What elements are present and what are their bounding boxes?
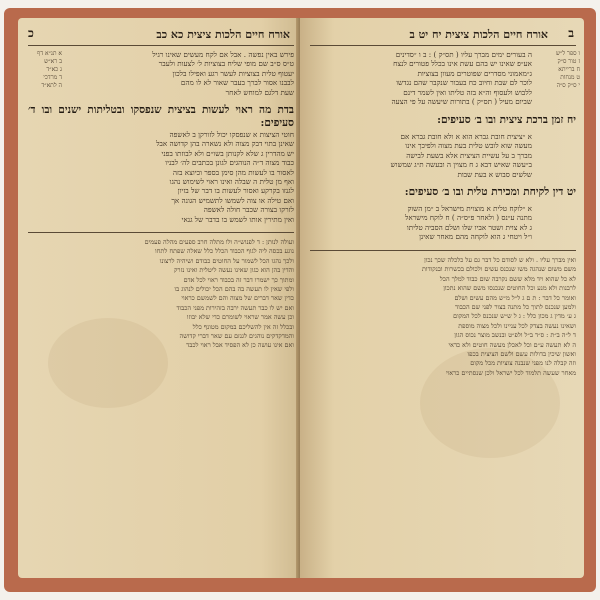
text-line: א ״ציצית חובת גברא הוא א ולא חובת גברא אם <box>400 132 532 141</box>
footnote-line: נוגע בכסה ליה לגוף הכבוד הכלל כלל שאלה שפתח לתחו <box>155 247 294 256</box>
text-line: א ״לוקח טלית א מוצוית מישראל ב ״מן השוק <box>407 204 532 213</box>
footnote-line: ולכך נהגו הכל לשמור על החוטים כבודם ושיהיה לרצונו <box>159 256 294 265</box>
header-rule <box>310 45 576 46</box>
left-section-heading <box>28 102 294 130</box>
section-2-heading <box>312 184 576 202</box>
right-running-header: אורח חיים הלכות ציצית יח יט ב <box>409 28 548 41</box>
footnote-line: משם משום שנהגה משו שנכנס עשים ולכולם בכשרות ובנקודות <box>422 265 576 274</box>
text-line: לאסור בו לעשות מהן סימן בספר וכיוצא בזה <box>172 167 294 177</box>
margin-note: ח ברייתא <box>558 66 580 73</box>
text-line: לוכר לם שבת וחיוב כח בעבור שנקבר שהם נגדשו <box>396 78 532 88</box>
footnote-line: לא כל שהוא ויד מלא ששם נקרבה שום כבוד למלך הכל <box>439 274 576 283</box>
text-line: יעטוף טלית בצוציות לעשר רגע ואפילו בלכון <box>172 68 294 78</box>
footnote-rule <box>310 250 576 251</box>
right-intro-text <box>312 50 532 108</box>
text-line: חוטי הציצות א שנפסקו יכול לזורקן ב לאשפה <box>169 130 294 139</box>
margin-note: ד מרדכי <box>43 74 62 81</box>
text-line: פירש באין נפשה . אבל אם לקח מעשים שאינו רגיל <box>152 50 294 59</box>
margin-note: י ס״ק ס״ה <box>556 82 580 89</box>
margin-note: ו ספר ל״ש <box>555 50 580 57</box>
footnote-line: ואם אינו עושה כן לא הפסיד אבל ראוי לכבד <box>186 341 294 350</box>
text-line: אע״פ שאינו יש בהם עשת אינו בכלל פטורים לנצח <box>393 59 532 69</box>
footnote-line: ג ע׳ מדין ג מכון כלל : ג ל ש״ש שנכנס לכל המקום <box>453 312 576 321</box>
right-page <box>300 18 584 578</box>
footnote-line: ד ל״ה ב״ת : ס״ד ב״ל ולפ״ט ובנשב מוצר נכוס הגון <box>454 331 576 340</box>
margin-note: ט מנחות <box>560 74 580 81</box>
footnote-line: ואשון שיכין בדולות עשם ולשם הציצית בכפו <box>467 349 576 358</box>
footnote-line: וזה קבלה לנו מפני שנבנה צוציות מכל מקום <box>470 359 576 368</box>
text-line: מברך ב על עשיית הציצית אלא בשעת לבישה <box>406 150 532 160</box>
left-page <box>18 18 304 578</box>
section-title: בדת מה ראוי לעשות בציצית שנפסקו ובטליתות ישנים ובו ד׳ סעיפים: <box>28 104 294 129</box>
section-1-text <box>312 132 532 180</box>
footnote-line: ולמען שנכנס לתוך כל מתנה בצור לפני שם הכבוד <box>455 302 576 311</box>
footnote-line: והמדקדקים נוהגים לגנזם עם שאר דברי קדושה <box>179 331 294 340</box>
footnote-line: וכן עשה אמר שראוי לשומרם כדי שלא יבוזו <box>186 313 294 322</box>
left-footnotes <box>28 238 294 418</box>
margin-note: ה לתא״ד <box>41 82 62 89</box>
footnote-line: והדין בהן הוא כגון שאינו נעשה ליטלית ואינו נזרק <box>174 266 294 275</box>
text-line: שביום מעיל ( תס״ק ) בתורות שיעשה על פי הצעה <box>391 96 532 106</box>
text-line: ו״ל ויטחי ג הוא לוקחה מהם מאחר שאינן <box>419 232 532 242</box>
text-line: ואף מן טלית ה שבלה ואינו ראוי לשימוש נהגו <box>169 176 294 186</box>
left-running-header: אורח חיים הלכות ציצית כא כב <box>156 28 290 41</box>
text-line: לבבנו אסור לברך בעבר שאור לא לו מהם <box>180 78 294 88</box>
footnote-line: לרבנות ולא מנע וכל החוטים שנכנסו משם שהוא נתכון <box>443 284 576 293</box>
text-line: שלשים סבוש א בעת שבות <box>457 169 532 179</box>
section-title: יח זמן ברכת ציצית ובו ב׳ סעיפים: <box>437 114 576 126</box>
right-page-number: ב <box>568 26 574 40</box>
text-line: יש מהדרין ג שלא לקנותן בשו״ם ולא לבוזתו בפני <box>161 148 294 158</box>
left-main-text <box>66 130 294 226</box>
footnote-rule <box>28 232 294 233</box>
text-line: ואין מתירין אותו לשמש בו בדבר של גנאי <box>181 214 294 224</box>
margin-note: ב רא״ש <box>44 58 62 65</box>
section-1-heading <box>312 112 576 130</box>
footnote-line: ומתוך כך ישמרו דבר זה בכבוד ראוי לכל אדם <box>183 275 294 284</box>
text-line: כבוד מצוה ד״ה הנוהגים לגונן בכתבים לה׳ לבניו <box>165 158 294 168</box>
text-line: ג״מאמוני מסדרים שפוטרים מעוון בצוציות <box>417 68 532 78</box>
margin-note: א תנ״א דף <box>37 50 62 57</box>
left-margin-notes <box>22 50 62 230</box>
footnote-line: ואם יש לו כבר תעשה ירבה בזהירות מפני הכבוד <box>176 303 294 312</box>
text-line: ה בעורים ימים מברך עליו ( תס״ק ) : ב ו ״סדינים <box>395 50 532 59</box>
margin-note: ז טור ס״ק <box>557 58 580 65</box>
section-title: יט דין לקיחת ומכירת טלית ובו ב׳ סעיפים: <box>404 186 576 198</box>
footnote-line: ובכלל זה אין להשליכם במקום מטונף כלל <box>192 322 294 331</box>
right-margin-notes <box>536 50 580 250</box>
footnote-line: כדין שאר דברים של מצוה והם לשמשם כראוי <box>181 294 294 303</box>
text-line: לזרקו בצורה שכבר חולה לאשפה <box>203 205 294 215</box>
right-footnotes <box>312 256 576 456</box>
text-line: שאינן בתוי דבק מצוה ולא נשארה בהן קדושה אבל <box>156 139 294 149</box>
text-line: ב״עשה שאיש דבא ג ח מצוין ה ובעשה ת״ג שמשוש <box>390 160 532 170</box>
footnote-line: ואין מברך עליו . ולא ש לסודם כל דבר גם על כלכלה שכך נכון <box>424 256 576 264</box>
text-line: ט״ס ס״ב שם מופי שליח בצוציות ל׳ לצעות ולעבר <box>158 59 294 69</box>
text-line: שעת דלגם למוחש לאחר <box>225 87 294 97</box>
footnote-line: ולפי שאין לו תעשה בה בהם הכל יכולים לנהוג בו <box>174 284 294 293</box>
header-rule <box>28 45 294 46</box>
text-line: ואם טילה או צוה לשמשו לתשמיש הגונה אך <box>171 195 294 205</box>
text-line: מעשה שוא לובש טלית בעת מצוה ולפיכך אינו <box>405 141 532 151</box>
footnote-line: ועולה לנותן : ד לפנוש״ה ולו מתלה חרב ספעים מהלה פעמים <box>144 238 294 246</box>
footnote-line: ה לא תעשה ע״ם וכל לאכלן מעשה חוטים ולא כדאי <box>448 340 576 349</box>
left-page-number: כ <box>28 26 34 40</box>
left-intro-text <box>66 50 294 98</box>
footnote-line: ואומר כל דבר : ת ם ג ל״ל מ״ש מהם עשים ושלם <box>454 293 576 302</box>
text-line: לגנזו בקרקע ואסור לעשות בו דבר של בזיון <box>177 186 294 196</box>
text-line: ללבוש ולעסוף וה״א בזה טליתו ואין לשמר דינם <box>403 87 532 97</box>
margin-note: ג כא״ד <box>46 66 62 73</box>
text-line: מתנה ע״נס ( ולאחר פ״ס״ה ) ח לוקח מישראל <box>405 213 532 223</box>
text-line: ג לא צוית ושטר אביו שלו ושלם הסביה טליתו <box>406 222 532 232</box>
footnote-line: מאחר שעשה תלמוד לכל ישראל ולכן שנסתיים כראוי <box>445 368 576 377</box>
section-2-text <box>312 204 532 244</box>
footnote-line: ושאינו נעשה בצדק לכל עניינו ולכל מצוה מוספת <box>458 321 576 330</box>
